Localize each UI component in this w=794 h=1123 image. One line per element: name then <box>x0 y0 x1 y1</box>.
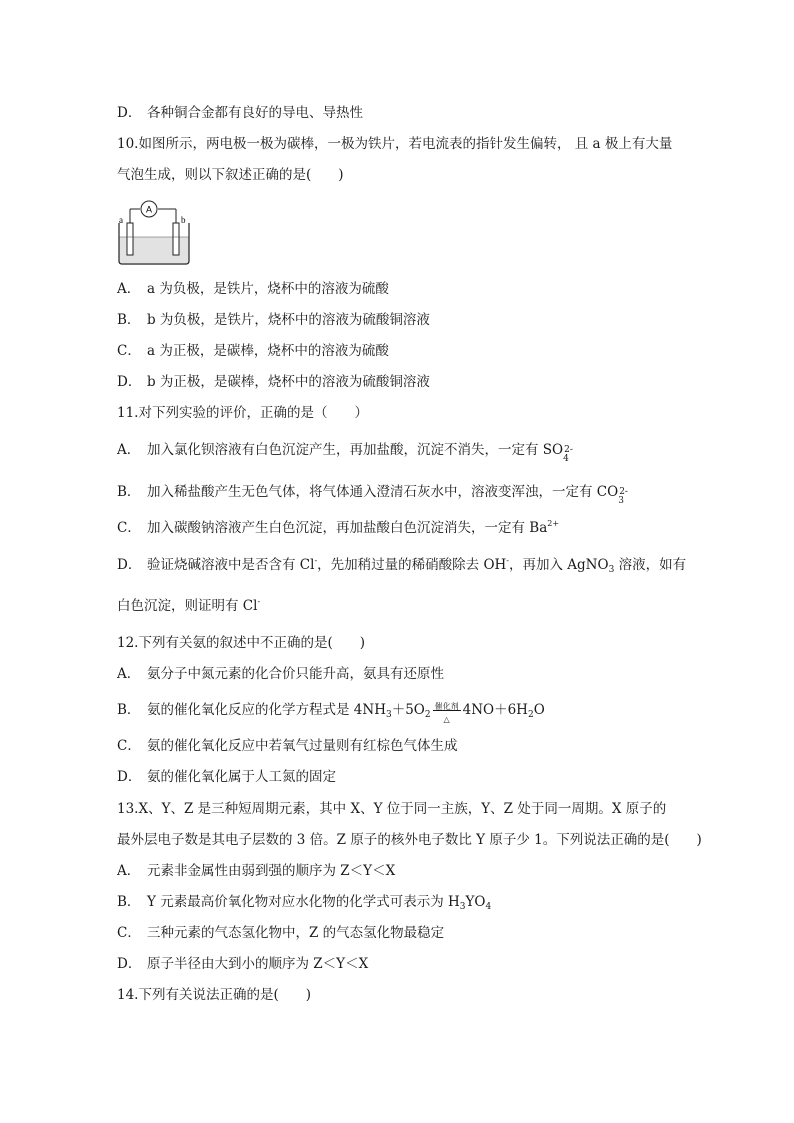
option-letter: A． <box>117 442 141 458</box>
option-letter: B． <box>117 702 141 718</box>
electrode-a <box>127 223 133 255</box>
formula-subscript: 3 <box>459 902 466 912</box>
option-text: ，再加入 AgNO <box>509 557 609 573</box>
q10-option-c <box>117 341 389 361</box>
option-letter: A． <box>117 666 141 682</box>
q11-option-d-line1 <box>117 555 686 575</box>
option-letter: D． <box>117 105 142 121</box>
ion-charge: 2+ <box>547 519 560 528</box>
electrode-b-label: b <box>181 215 186 225</box>
option-text: O <box>533 702 545 718</box>
option-text: a 为正极，是碳棒，烧杯中的溶液为硫酸 <box>147 343 389 359</box>
option-letter: A． <box>117 863 141 879</box>
q13-option-b <box>117 892 491 912</box>
q12-option-a <box>117 664 444 684</box>
option-text: 氨的催化氧化属于人工氮的固定 <box>147 769 336 785</box>
q11-stem: 11.对下列实验的评价，正确的是（ ） <box>117 405 368 421</box>
q12-option-b <box>117 700 545 724</box>
ion-charge: - <box>506 556 509 565</box>
option-letter: C． <box>117 925 141 941</box>
reaction-condition <box>432 700 462 724</box>
ion-charge: 2- <box>564 445 573 455</box>
option-letter: B． <box>117 484 141 500</box>
formula-subscript: 2 <box>527 710 534 720</box>
option-letter: C． <box>117 343 141 359</box>
option-text: ，先加稍过量的稀硝酸除去 OH <box>317 557 507 573</box>
option-text: 氨的催化氧化反应的化学方程式是 4NH <box>147 702 386 718</box>
q11-option-d-line2 <box>117 596 260 616</box>
q10-option-d <box>117 372 430 392</box>
catalyst-label: 催化剂 <box>434 702 459 711</box>
option-letter: D． <box>117 374 142 390</box>
ammeter-label: A <box>145 204 153 215</box>
option-text: 加入碳酸钠溶液产生白色沉淀，再加盐酸白色沉淀消失，一定有 Ba <box>147 520 548 536</box>
option-text: 加入稀盐酸产生无色气体，将气体通入澄清石灰水中，溶液变浑浊，一定有 CO <box>147 484 619 500</box>
q11-option-c <box>117 518 559 538</box>
option-letter: C． <box>117 738 141 754</box>
option-text: 元素非金属性由弱到强的顺序为 Z＜Y＜X <box>147 863 396 879</box>
q10-stem-line1: 10.如图所示，两电极一极为碳棒，一极为铁片，若电流表的指针发生偏转， 且 a 极上有大量 <box>117 136 673 152</box>
formula-subscript: 2 <box>424 710 431 720</box>
ion-subscript: 3 <box>618 496 624 506</box>
option-text: a 为负极，是铁片，烧杯中的溶液为硫酸 <box>147 281 389 297</box>
option-letter: A． <box>117 281 141 297</box>
option-text: 4NO＋6H <box>462 702 528 718</box>
q12-option-d <box>117 767 336 787</box>
electrode-a-label: a <box>119 215 123 225</box>
formula-subscript: 3 <box>385 710 392 720</box>
formula-subscript: 3 <box>608 565 615 575</box>
option-text: 各种铜合金都有良好的导电、导热性 <box>147 105 363 121</box>
electrolytic-cell-diagram <box>117 197 197 267</box>
option-text: 白色沉淀，则证明有 Cl <box>117 598 258 614</box>
q13-stem-line1: 13.X、Y、Z 是三种短周期元素，其中 X、Y 位于同一主族，Y、Z 处于同一周期。X 原子的 <box>117 801 667 817</box>
ion-charge: - <box>314 556 318 565</box>
formula-subscript: 4 <box>485 902 492 912</box>
ion-charge: - <box>257 597 261 606</box>
option-text: 氨分子中氮元素的化合价只能升高，氨具有还原性 <box>147 666 444 682</box>
q13-option-c <box>117 923 444 943</box>
ion-charge: 2- <box>619 487 628 497</box>
option-letter: D． <box>117 956 142 972</box>
q11-option-a <box>117 440 573 464</box>
q14-stem: 14.下列有关说法正确的是( ) <box>117 987 312 1003</box>
q13-stem-line2: 最外层电子数是其电子层数的 3 倍。Z 原子的核外电子数比 Y 原子少 1。下列说法正确的是( ) <box>117 832 702 848</box>
heat-symbol: △ <box>443 715 450 724</box>
option-text: b 为正极，是碳棒，烧杯中的溶液为硫酸铜溶液 <box>147 374 430 390</box>
option-text: 加入氯化钡溶液有白色沉淀产生，再加盐酸，沉淀不消失，一定有 SO <box>147 442 564 458</box>
q10-option-a <box>117 279 389 299</box>
sulfate-ion-charge <box>563 440 573 464</box>
ion-subscript: 4 <box>563 454 569 464</box>
q13-option-d <box>117 954 368 974</box>
option-letter: C． <box>117 520 141 536</box>
option-text: 三种元素的气态氢化物中，Z 的气态氢化物最稳定 <box>147 925 445 941</box>
option-text: 原子半径由大到小的顺序为 Z＜Y＜X <box>147 956 369 972</box>
option-text: 验证烧碱溶液中是否含有 Cl <box>147 557 315 573</box>
option-text: 氨的催化氧化反应中若氧气过量则有红棕色气体生成 <box>147 738 458 754</box>
option-text: YO <box>465 894 486 910</box>
option-letter: D． <box>117 557 142 573</box>
carbonate-ion-charge <box>618 482 628 506</box>
option-letter: B． <box>117 312 141 328</box>
q10-option-b <box>117 310 430 330</box>
option-letter: D． <box>117 769 142 785</box>
option-text: b 为负极，是铁片，烧杯中的溶液为硫酸铜溶液 <box>147 312 430 328</box>
q12-option-c <box>117 736 458 756</box>
q12-stem: 12.下列有关氨的叙述中不正确的是( ) <box>117 635 366 651</box>
option-text: Y 元素最高价氧化物对应水化物的化学式可表示为 H <box>147 894 460 910</box>
q11-option-b <box>117 482 628 506</box>
option-text: ＋5O <box>391 702 425 718</box>
option-letter: B． <box>117 894 141 910</box>
q10-stem-line2: 气泡生成，则以下叙述正确的是( ) <box>117 167 344 183</box>
q13-option-a <box>117 861 395 881</box>
option-text: 溶液，如有 <box>614 557 687 573</box>
electrode-b <box>173 223 179 255</box>
q9-option-d <box>117 103 363 123</box>
